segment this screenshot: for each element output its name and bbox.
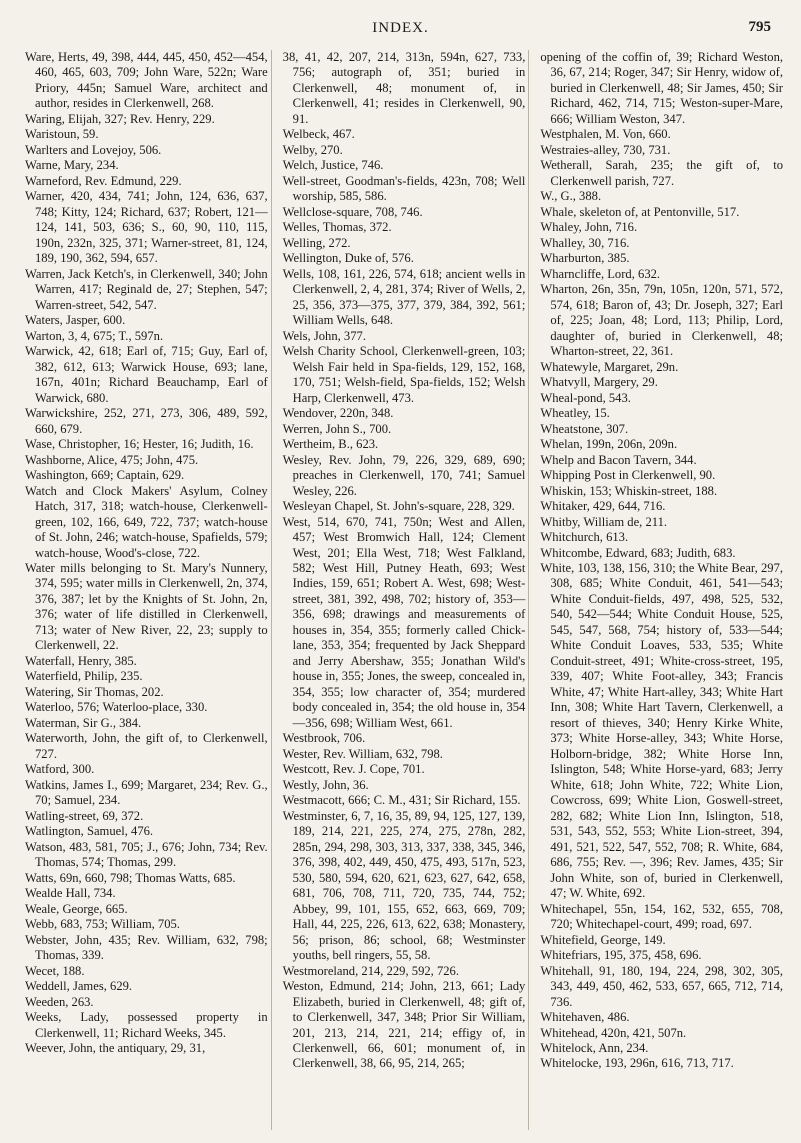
running-head: INDEX. bbox=[372, 20, 429, 36]
index-entry: Whelan, 199n, 206n, 209n. bbox=[540, 437, 678, 452]
index-entry: Waterworth, John, the gift of, to Clerkenwell, 727. bbox=[25, 731, 268, 761]
index-entry: Well-street, Goodman's-fields, 423n, 708; Well worship, 585, 586. bbox=[282, 173, 526, 204]
index-entry: Wheatstone, 307. bbox=[540, 421, 629, 436]
index-entry: Whitelock, Ann, 234. bbox=[540, 1041, 649, 1055]
index-entry: Wheal-pond, 543. bbox=[540, 390, 631, 405]
index-entry: Wertheim, B., 623. bbox=[282, 437, 379, 452]
index-entry: Wendover, 220n, 348. bbox=[282, 406, 394, 421]
index-entry: Westminster, 6, 7, 16, 35, 89, 94, 125, 127, 139, 189, 214, 221, 225, 274, 275, 278n, 282, 285n, 294, 298, 303, 313, 337, 338, 345, 346, 376, 398, 402, 449, 450, 475, 493, 517n, 523, 530, 580, 594, 620, 621, 623, 627, 642, 658, 681, 706, 708, 711, 720, 735, 744, 752; Abbey, 99, 101, 155, 652, 663, 669, 709; Hall, 44, 225, 226, 613, 622, 638; Monastery, 56; prison, 86; school, 68; Westminster youths, bell ringers, 55, 58. bbox=[282, 808, 526, 963]
index-entry: Wester, Rev. William, 632, 798. bbox=[282, 746, 443, 761]
index-entry: Whatewyle, Margaret, 29n. bbox=[540, 359, 679, 374]
index-entry: Westphalen, M. Von, 660. bbox=[540, 127, 671, 142]
index-entry: Watch and Clock Makers' Asylum, Colney Hatch, 317, 318; watch-house, Clerkenwell-green, 102, 166, 649, 722, 737; watch-house of St. John, 246; watch-house, Spafields, 579; watch-house, Wood's-close, 722. bbox=[25, 483, 268, 560]
index-entry: Whaley, John, 716. bbox=[540, 220, 638, 235]
index-entry: Washborne, Alice, 475; John, 475. bbox=[25, 452, 199, 467]
index-entry: Wharton, 26n, 35n, 79n, 105n, 120n, 571, 572, 574, 618; Baron of, 43; Dr. Joseph, 327; Earl of, 225; Joan, 48; Lord, 113; Philip, Lord, daughter of, buried in Clerkenwell, 48; Wharton-street, 22, 361. bbox=[540, 282, 784, 359]
index-entry: Weale, George, 665. bbox=[25, 901, 128, 916]
index-entry: Washington, 669; Captain, 629. bbox=[25, 468, 185, 483]
index-entry: Welles, Thomas, 372. bbox=[282, 220, 392, 235]
index-entry: Weddell, James, 629. bbox=[25, 979, 133, 994]
index-entry: Whitelocke, 193, 296n, 616, 713, 717. bbox=[540, 1056, 734, 1071]
index-entry: Welsh Charity School, Clerkenwell-green, 103; Welsh Fair held in Spa-fields, 129, 152, 168, 170, 751; Welsh-field, Spa-fields, 152; Welsh Harp, Clerkenwell, 473. bbox=[282, 344, 526, 405]
index-column-3 bbox=[537, 50, 786, 1130]
index-entry: Waterfield, Philip, 235. bbox=[25, 669, 143, 684]
index-entry: Whelp and Bacon Tavern, 344. bbox=[540, 452, 697, 467]
index-entry: Wellington, Duke of, 576. bbox=[282, 251, 414, 266]
page-header bbox=[22, 20, 779, 42]
index-entry: Webb, 683, 753; William, 705. bbox=[25, 917, 180, 932]
index-entry: Westcott, Rev. J. Cope, 701. bbox=[282, 762, 425, 777]
index-entry: Warwick, 42, 618; Earl of, 715; Guy, Earl of, 382, 612, 613; Warwick House, 693; lane, 167n, 401n; Richard Beauchamp, Earl of Warwick, 680. bbox=[25, 344, 268, 405]
index-entry: Weeks, Lady, possessed property in Clerkenwell, 11; Richard Weeks, 345. bbox=[25, 1010, 268, 1040]
index-entry: Watling-street, 69, 372. bbox=[25, 808, 144, 823]
index-entry: Waterloo, 576; Waterloo-place, 330. bbox=[25, 700, 208, 715]
index-entry: Whiskin, 153; Whiskin-street, 188. bbox=[540, 483, 718, 498]
index-entry: Water mills belonging to St. Mary's Nunnery, 374, 595; water mills in Clerkenwell, 2n, 374, 376, 387; let by the Knights of St. John, 2n, 376; water of life distilled in Clerkenwell, 713; water of New River, 22, 23; supply to Clerkenwell, 22. bbox=[25, 560, 268, 653]
index-entry: Whatvyll, Margery, 29. bbox=[540, 375, 658, 390]
index-entry: Warne, Mary, 234. bbox=[25, 158, 119, 173]
index-entry: Wels, John, 377. bbox=[282, 328, 366, 343]
index-entry: Watson, 483, 581, 705; J., 676; John, 734; Rev. Thomas, 574; Thomas, 299. bbox=[25, 839, 268, 870]
index-entry: Wetherall, Sarah, 235; the gift of, to Clerkenwell parish, 727. bbox=[540, 158, 784, 188]
index-entry: Weeden, 263. bbox=[25, 994, 94, 1009]
index-entry: Westmoreland, 214, 229, 592, 726. bbox=[282, 963, 459, 978]
index-entry: opening of the coffin of, 39; Richard Weston, 36, 67, 214; Roger, 347; Sir Henry, widow of, buried in Clerkenwell, 48; Sir James, 450; Sir Richard, 462, 714, 715; Weston-super-Mare, 666; William Weston, 347. bbox=[540, 50, 784, 126]
index-entry: Welch, Justice, 746. bbox=[282, 158, 384, 173]
index-entry: Westbrook, 706. bbox=[282, 731, 366, 746]
index-entry: Waterfall, Henry, 385. bbox=[25, 653, 137, 668]
index-entry: Whitcombe, Edward, 683; Judith, 683. bbox=[540, 545, 736, 560]
index-entry: Whitby, William de, 211. bbox=[540, 514, 668, 529]
index-entry: Whipping Post in Clerkenwell, 90. bbox=[540, 468, 716, 483]
index-entry: Watford, 300. bbox=[25, 762, 95, 777]
index-columns bbox=[22, 50, 786, 1130]
index-entry: Whitehaven, 486. bbox=[540, 1010, 630, 1025]
index-entry: W., G., 388. bbox=[540, 189, 602, 204]
index-entry: Whitefriars, 195, 375, 458, 696. bbox=[540, 948, 702, 963]
index-entry: Warren, Jack Ketch's, in Clerkenwell, 340; John Warren, 417; Reginald de, 27; Stephen, 547; Warren-street, 542, 547. bbox=[25, 266, 268, 312]
index-entry: Whitchurch, 613. bbox=[540, 530, 629, 545]
index-entry: Whitefield, George, 149. bbox=[540, 932, 666, 947]
index-entry: Whitehall, 91, 180, 194, 224, 298, 302, 305, 343, 449, 450, 462, 533, 657, 665, 712, 714, 736. bbox=[540, 963, 784, 1009]
index-entry: Warlters and Lovejoy, 506. bbox=[25, 142, 162, 157]
index-entry: Whitechapel, 55n, 154, 162, 532, 655, 708, 720; Whitechapel-court, 499; road, 697. bbox=[540, 901, 784, 932]
index-entry: Wase, Christopher, 16; Hester, 16; Judith, 16. bbox=[25, 437, 254, 452]
index-entry: Warwickshire, 252, 271, 273, 306, 489, 592, 660, 679. bbox=[25, 406, 268, 436]
index-entry: Whalley, 30, 716. bbox=[540, 235, 630, 250]
page-number: 795 bbox=[748, 19, 771, 35]
index-entry: Westmacott, 666; C. M., 431; Sir Richard, 155. bbox=[282, 793, 521, 808]
index-entry: Weever, John, the antiquary, 29, 31, bbox=[25, 1041, 206, 1055]
index-column-1 bbox=[22, 50, 272, 1130]
index-entry: Watering, Sir Thomas, 202. bbox=[25, 684, 164, 699]
index-entry: Waterman, Sir G., 384. bbox=[25, 715, 142, 730]
index-entry: Warton, 3, 4, 675; T., 597n. bbox=[25, 328, 164, 343]
index-entry: Warneford, Rev. Edmund, 229. bbox=[25, 173, 182, 188]
index-entry: Welling, 272. bbox=[282, 235, 351, 250]
index-entry: Wesley, Rev. John, 79, 226, 329, 689, 690; preaches in Clerkenwell, 170, 741; Samuel Wesley, 226. bbox=[282, 452, 526, 498]
index-entry: Weston, Edmund, 214; John, 213, 661; Lady Elizabeth, buried in Clerkenwell, 48; gift of, to Clerkenwell, 347, 348; Prior Sir William, 201, 213, 214, 221, 214; effigy of, in Clerkenwell, 66, 601; monument of, in Clerkenwell, 38, 66, 95, 214, 265; bbox=[282, 979, 526, 1071]
index-entry: Werren, John S., 700. bbox=[282, 421, 392, 436]
index-entry: Watkins, James I., 699; Margaret, 234; Rev. G., 70; Samuel, 234. bbox=[25, 777, 268, 808]
index-entry: Ware, Herts, 49, 398, 444, 445, 450, 452—454, 460, 465, 603, 709; John Ware, 522n; Ware Priory, 445n; Samuel Ware, architect and author, resides in Clerkenwell, 268. bbox=[25, 50, 268, 111]
index-entry: Wellclose-square, 708, 746. bbox=[282, 204, 423, 219]
index-entry: Westly, John, 36. bbox=[282, 777, 369, 792]
index-entry: Whitaker, 429, 644, 716. bbox=[540, 499, 666, 514]
index-entry: Whitehead, 420n, 421, 507n. bbox=[540, 1025, 687, 1040]
index-entry: 38, 41, 42, 207, 214, 313n, 594n, 627, 733, 756; autograph of, 351; buried in Clerkenwell, 48; monument of, in Clerkenwell, 41; resides in Clerkenwell, 90, 91. bbox=[282, 50, 526, 126]
index-entry: West, 514, 670, 741, 750n; West and Allen, 457; West Bromwich Hall, 124; Clement West, 201; Ella West, 718; West Falkland, 582; West Hill, Putney Heath, 693; West Indies, 159, 651; Robert A. West, 698; West-street, 381, 392, 498, 702; history of, 353—356, 698; drawings and measurements of houses in, 354, 355; formerly called Chick-lane, 353, 354; frequented by Jack Sheppard and Jerry Abershaw, 355; Jonathan Wild's house in, 355; Jones, the sweep, concealed in, 354, 355; low character of, 354; murdered body concealed in, 354; the old house in, 354—356, 698; William West, 661. bbox=[282, 514, 526, 730]
index-entry: White, 103, 138, 156, 310; the White Bear, 297, 308, 685; White Conduit, 461, 541—543; White Conduit-fields, 497, 498, 525, 532, 540, 542—544; White Conduit House, 525, 545, 547, 568, 754; history of, 533—544; White Conduit Loaves, 533, 535; White Conduit-street, 491; White-cross-street, 195, 339, 407; White Foot-alley, 343; Francis White, 47; White Hart-alley, 343; White Hart Inn, 308; White Hart Tavern, Clerkenwell, a resort of thieves, 340; Henry Kirke White, 373; White Horse-alley, 343; White Horse, Holborn-bridge, 382; White Horse Inn, Islington, 548; White Horse-yard, 683; Jerry White, 618; John White, 722; White Lion, Cowcross, 699; White Lion, Goswell-street, 282, 682; White Lion Inn, Islington, 518, 531, 543, 552, 553; White Lion-street, 394, 491, 521, 522, 547, 552, 708; R. White, 684, 686, 755; Rev. —, 396; Rev. James, 435; Sir John White, son of, buried in Clerkenwell, 47; W. White, 692. bbox=[540, 560, 784, 901]
index-entry: Whale, skeleton of, at Pentonville, 517. bbox=[540, 204, 740, 219]
index-entry: Westraies-alley, 730, 731. bbox=[540, 142, 671, 157]
index-entry: Watts, 69n, 660, 798; Thomas Watts, 685. bbox=[25, 870, 236, 885]
index-entry: Wheatley, 15. bbox=[540, 406, 610, 421]
index-entry: Welby, 270. bbox=[282, 142, 343, 157]
index-entry: Watlington, Samuel, 476. bbox=[25, 824, 154, 839]
index-entry: Waters, Jasper, 600. bbox=[25, 313, 126, 328]
index-entry: Wealde Hall, 734. bbox=[25, 886, 116, 901]
index-entry: Welbeck, 467. bbox=[282, 127, 355, 142]
index-entry: Waring, Elijah, 327; Rev. Henry, 229. bbox=[25, 111, 215, 126]
index-entry: Wharburton, 385. bbox=[540, 251, 630, 266]
index-column-2 bbox=[280, 50, 530, 1130]
index-entry: Webster, John, 435; Rev. William, 632, 798; Thomas, 339. bbox=[25, 932, 268, 963]
index-entry: Waristoun, 59. bbox=[25, 127, 99, 142]
index-entry: Wells, 108, 161, 226, 574, 618; ancient wells in Clerkenwell, 2, 4, 281, 374; River of Wells, 2, 25, 356, 373—375, 377, 379, 384, 392, 561; William Wells, 648. bbox=[282, 266, 526, 328]
index-entry: Wecet, 188. bbox=[25, 963, 85, 978]
index-entry: Wesleyan Chapel, St. John's-square, 228, 329. bbox=[282, 499, 515, 514]
index-entry: Warner, 420, 434, 741; John, 124, 636, 637, 748; Kitty, 124; Richard, 637; Robert, 121—124, 141, 503, 636; S., 60, 90, 110, 115, 190n, 232n, 325, 371; Warner-street, 81, 124, 189, 190, 362, 594, 657. bbox=[25, 189, 268, 266]
index-entry: Wharncliffe, Lord, 632. bbox=[540, 266, 661, 281]
